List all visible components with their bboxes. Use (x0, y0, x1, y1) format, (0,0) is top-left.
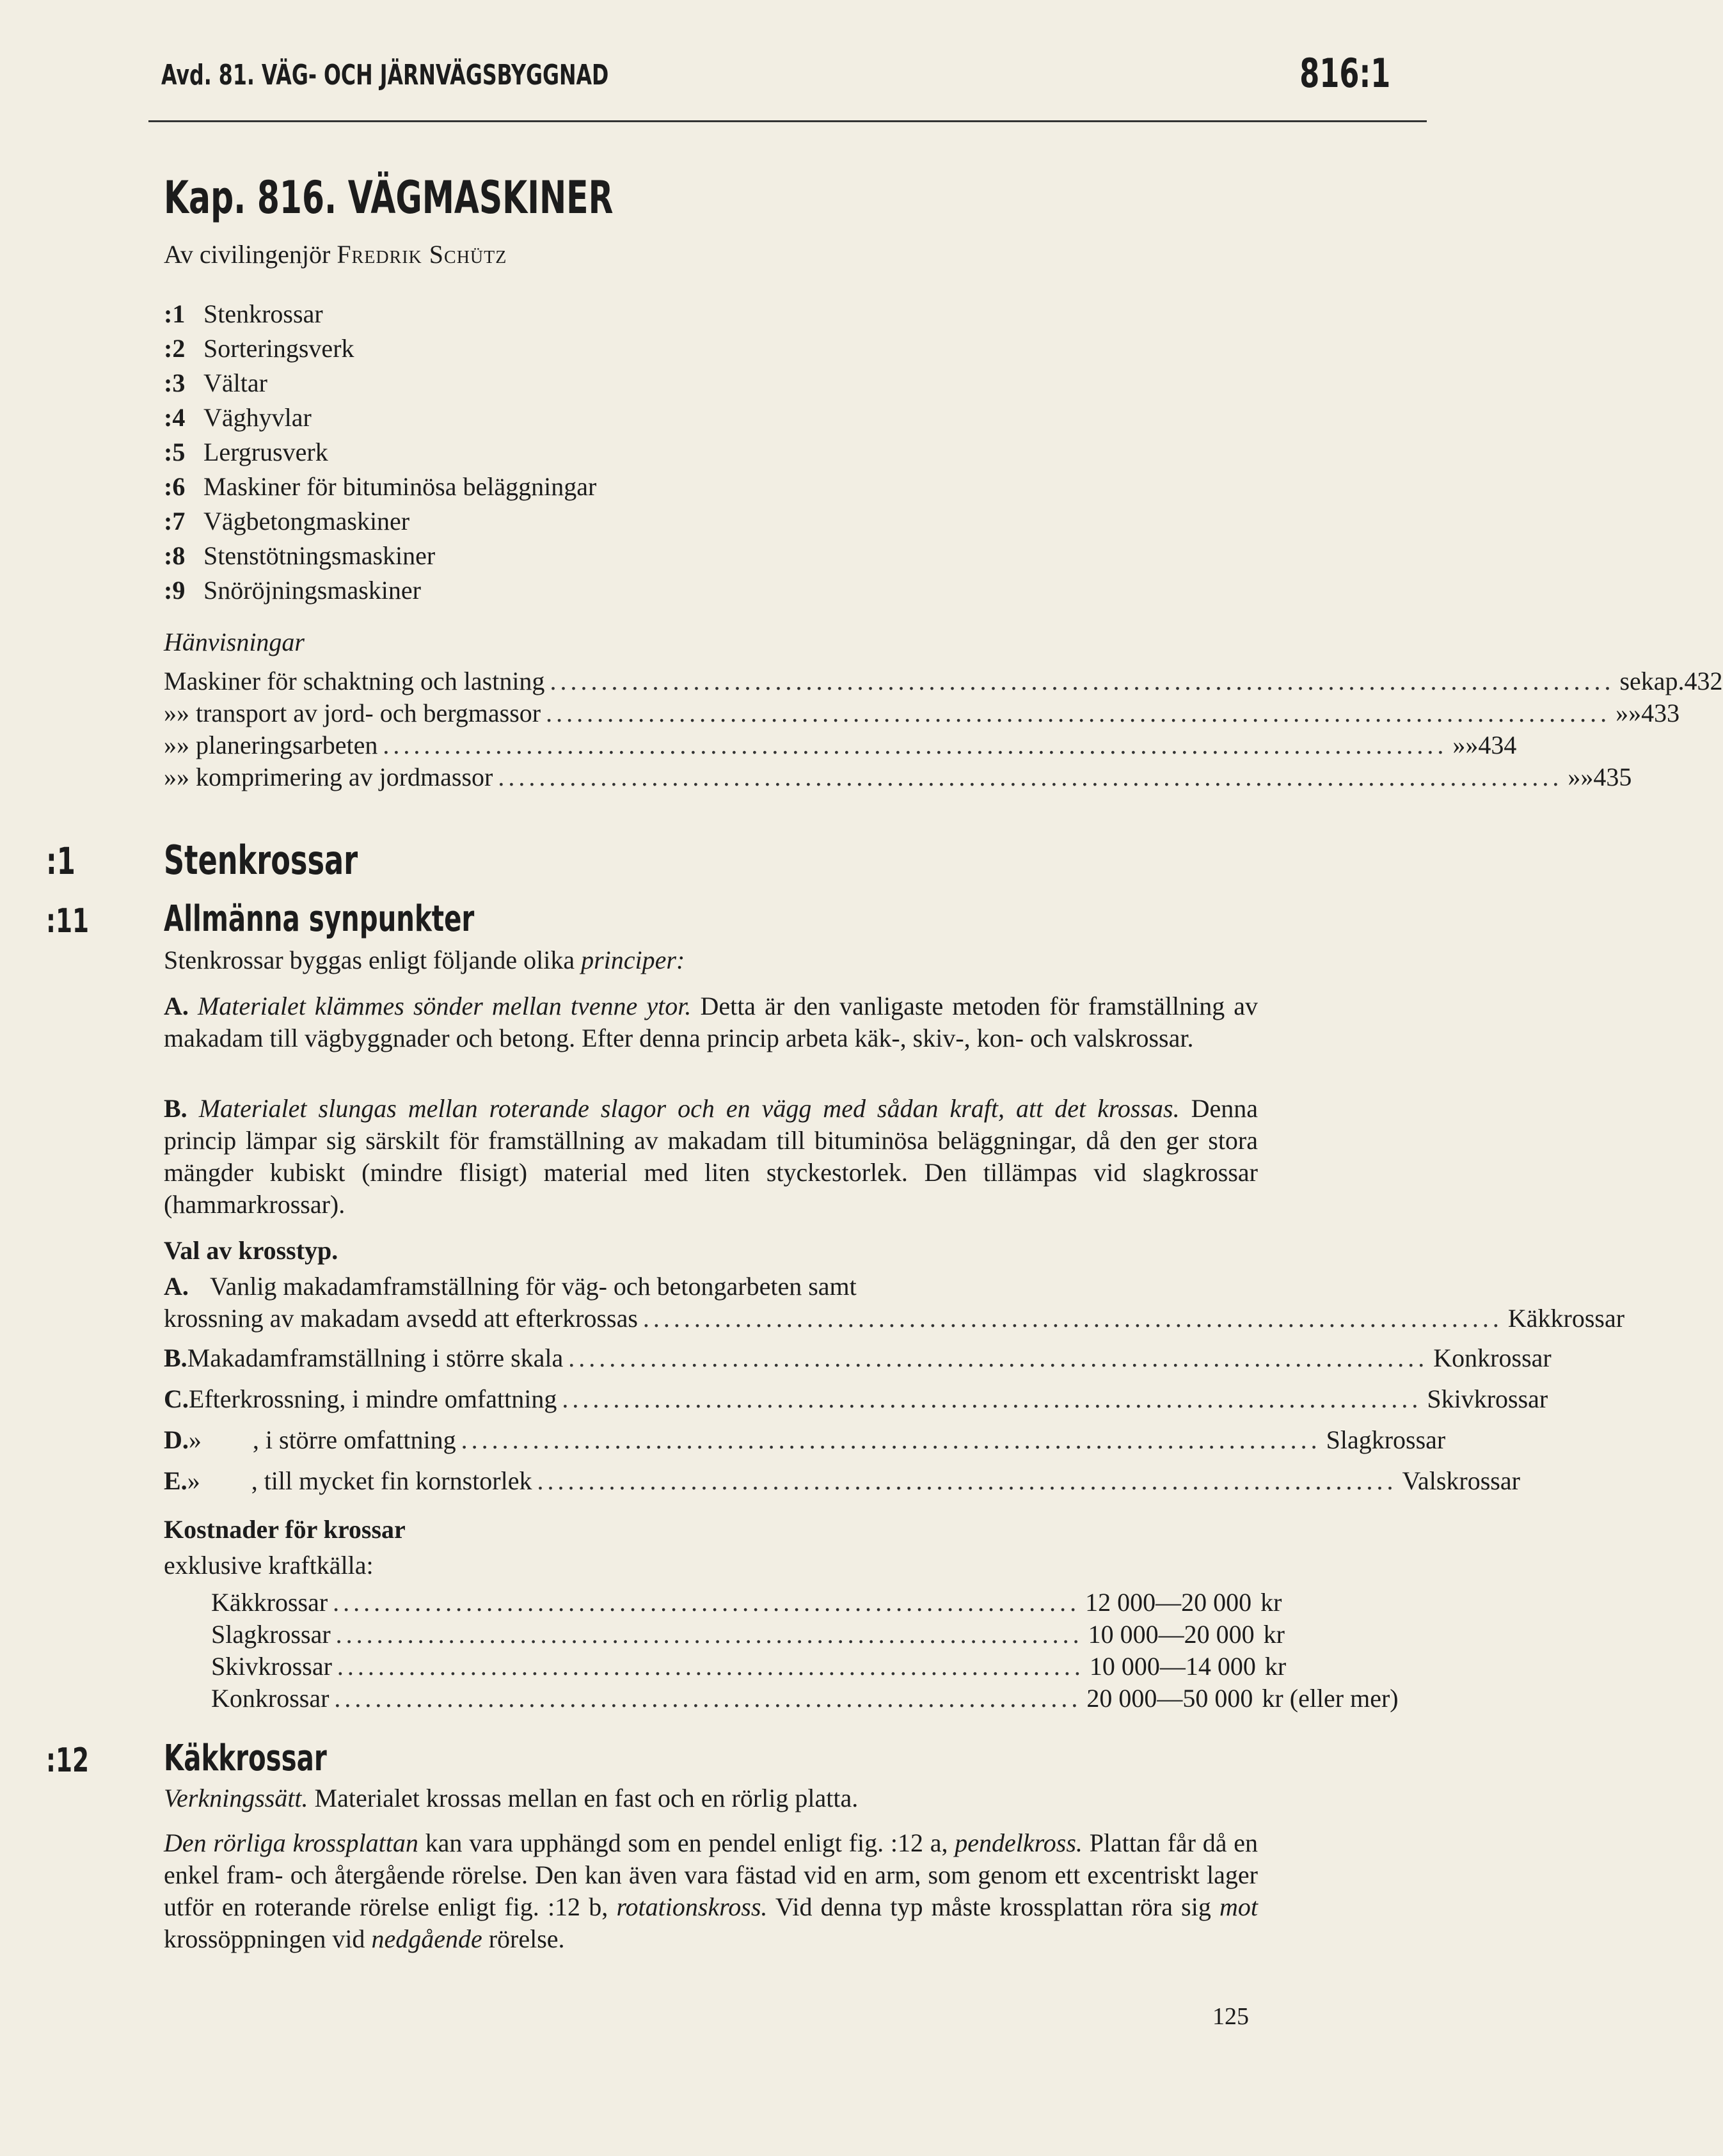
cost-row (211, 1587, 1282, 1619)
paragraph-italic: Verkningssätt. (164, 1784, 308, 1812)
cost-unit: kr (1264, 1652, 1287, 1681)
header-rule (148, 120, 1427, 122)
contents-num: :5 (164, 438, 186, 466)
reference-kap: » (1580, 763, 1594, 791)
reference-see: » (1568, 763, 1581, 791)
section-number: :1 (46, 839, 75, 883)
cost-amount: 10 000—20 000 (1088, 1620, 1255, 1649)
contents-num: :6 (164, 472, 186, 501)
cost-name: Skivkrossar (211, 1652, 332, 1681)
contents-num: :2 (164, 334, 186, 363)
reference-row (164, 697, 1680, 729)
choice-text: Makadamframställning i större skala (187, 1344, 564, 1372)
reference-row (164, 761, 1632, 793)
contents-list (164, 297, 596, 608)
choice-text: Efterkrossning, i mindre omfattning (188, 1384, 557, 1413)
choice-label: B. (164, 1344, 187, 1372)
choice-result: Slagkrossar (1326, 1425, 1446, 1454)
choice-row (164, 1424, 1446, 1465)
leader-dots: ........................................................................................................ (383, 731, 1448, 759)
contents-num: :1 (164, 299, 186, 328)
page-number: 125 (1212, 2003, 1249, 2030)
reference-row (164, 729, 1517, 761)
reference-topic: komprimering av jordmassor (196, 763, 493, 791)
section-number: :12 (46, 1741, 90, 1780)
contents-label: Lergrusverk (203, 438, 328, 466)
reference-number: 433 (1641, 699, 1680, 727)
costs-heading: Kostnader för krossar (164, 1515, 406, 1544)
contents-item (164, 331, 596, 366)
item-label: A. (164, 992, 189, 1020)
choice-text: Vanlig makadamframställning för väg- och betongarbeten samt (210, 1272, 857, 1301)
contents-num: :4 (164, 403, 186, 432)
cost-name: Käkkrossar (211, 1588, 328, 1617)
cost-amount: 20 000—50 000 (1086, 1684, 1253, 1713)
leader-dots: .................................................................................... (461, 1425, 1321, 1454)
contents-num: :7 (164, 507, 186, 535)
cost-name: Konkrossar (211, 1684, 330, 1713)
leader-dots: .................................................................................... (568, 1344, 1429, 1372)
reference-topic: planeringsarbeten (196, 731, 378, 759)
cost-unit: kr (1263, 1620, 1285, 1649)
paragraph (164, 944, 1258, 976)
contents-item (164, 400, 596, 435)
leader-dots: ......................................................................... (337, 1652, 1084, 1681)
contents-label: Vältar (203, 369, 267, 397)
choice-label: C. (164, 1384, 189, 1413)
contents-num: :9 (164, 576, 186, 605)
chapter-title: Kap. 816. VÄGMASKINER (164, 171, 614, 224)
choice-result: Konkrossar (1433, 1344, 1552, 1372)
choice-result: Käkkrossar (1507, 1304, 1625, 1333)
ditto-mark: » (164, 763, 177, 791)
choice-text: » , till mycket fin kornstorlek (187, 1466, 532, 1495)
reference-kap: kap. (1640, 667, 1685, 695)
paragraph-italic: rotationskross. (616, 1892, 768, 1921)
reference-kap: » (1465, 731, 1479, 759)
paragraph (164, 1827, 1258, 1955)
item-label: B. (164, 1094, 187, 1123)
running-header: Avd. 81. VÄG- OCH JÄRNVÄGSBYGGNAD (161, 59, 609, 91)
costs-subtitle: exklusive kraftkälla: (164, 1551, 374, 1580)
cost-unit: kr (eller mer) (1262, 1684, 1399, 1713)
choice-row (164, 1383, 1548, 1424)
author-name: Fredrik Schütz (337, 240, 507, 269)
paragraph-text: Vid denna typ måste krossplattan röra sig (775, 1892, 1211, 1921)
contents-label: Maskiner för bituminösa beläggningar (203, 472, 597, 501)
ditto-mark: » (177, 731, 189, 759)
leader-dots: .................................................................................... (537, 1466, 1397, 1495)
paragraph-text: Detta är den vanligaste metoden för framställning av makadam till vägbyggnader och betong. Efter denna princip arbeta käk-, skiv-, kon- och valskrossar. (164, 992, 1259, 1052)
choice-text: » , i större omfattning (188, 1425, 456, 1454)
contents-item (164, 297, 596, 331)
cost-row (211, 1651, 1287, 1683)
cost-row (211, 1683, 1399, 1715)
reference-kap: » (1628, 699, 1642, 727)
contents-item (164, 366, 596, 400)
contents-item (164, 504, 596, 539)
paragraph-italic: principer: (581, 946, 685, 974)
contents-label: Stenstötningsmaskiner (203, 541, 436, 570)
choice-label: D. (164, 1425, 189, 1454)
contents-num: :3 (164, 369, 186, 397)
leader-dots: ......................................................................... (334, 1684, 1082, 1713)
contents-label: Snöröjningsmaskiner (203, 576, 421, 605)
paragraph (164, 1093, 1258, 1221)
ditto-mark: » (164, 731, 177, 759)
contents-label: Vägbetongmaskiner (203, 507, 410, 535)
crusher-choice (164, 1235, 1625, 1506)
choice-row (164, 1342, 1552, 1383)
contents-item (164, 573, 596, 608)
paragraph-text: rörelse. (488, 1924, 565, 1953)
choice-result: Valskrossar (1402, 1466, 1520, 1495)
paragraph-italic: Materialet slungas mellan roterande slagor och en vägg med sådan kraft, att det krossas. (198, 1094, 1180, 1123)
cost-row (211, 1619, 1285, 1651)
paragraph (164, 990, 1258, 1054)
reference-number: 435 (1593, 763, 1632, 791)
author-prefix: Av civilingenjör (164, 240, 331, 269)
ditto-mark: » (177, 699, 189, 727)
paragraph-italic: pendelkross. (955, 1828, 1083, 1857)
section-heading: Stenkrossar (164, 837, 358, 884)
references-list (164, 665, 1723, 793)
paragraph-italic: Materialet klämmes sönder mellan tvenne ytor. (197, 992, 692, 1020)
subsection-heading: Allmänna synpunkter (164, 898, 475, 940)
contents-num: :8 (164, 541, 186, 570)
leader-dots: ......................................................................... (335, 1620, 1083, 1649)
leader-dots: .................................................................................... (642, 1304, 1503, 1333)
cost-amount: 10 000—14 000 (1089, 1652, 1256, 1681)
leader-dots: .................................................................................... (562, 1384, 1422, 1413)
choice-row (164, 1465, 1520, 1506)
leader-dots: ........................................................................................................ (498, 763, 1563, 791)
leader-dots: ........................................................................................................ (550, 667, 1615, 695)
choice-row (164, 1303, 1625, 1342)
paragraph-text: Denna princip lämpar sig särskilt för framställning av makadam till bituminösa beläggningar, då den ger stora mängder kubiskt (mindre flisigt) material med liten styckestorlek. Den tillämpas vid slagkrossar (hammarkrossar). (164, 1094, 1259, 1219)
paragraph-text: Stenkrossar byggas enligt följande olika (164, 946, 575, 974)
costs-table (211, 1587, 1399, 1715)
choice-heading: Val av krosstyp. (164, 1236, 338, 1265)
paragraph-text: Plattan får då en enkel fram- och återgående rörelse. Den kan även vara fästad vid en arm, som genom ett excentriskt lager utför en roterande rörelse enligt fig. :12 b, (164, 1828, 1259, 1921)
paragraph-italic: mot (1219, 1892, 1259, 1921)
choice-label: E. (164, 1466, 187, 1495)
choice-text: krossning av makadam avsedd att efterkrossas (164, 1304, 638, 1333)
choice-label: A. (164, 1272, 189, 1301)
contents-item (164, 435, 596, 470)
contents-item (164, 470, 596, 504)
paragraph-text: Materialet krossas mellan en fast och en rörlig platta. (314, 1784, 859, 1812)
page-code: 816:1 (1299, 50, 1390, 97)
choice-result: Skivkrossar (1427, 1384, 1548, 1413)
paragraph-text: krossöppningen vid (164, 1924, 365, 1953)
contents-label: Väghyvlar (203, 403, 312, 432)
paragraph-italic: Den rörliga krossplattan (164, 1828, 418, 1857)
reference-number: 434 (1478, 731, 1517, 759)
subsection-heading: Käkkrossar (164, 1738, 327, 1779)
author-line (164, 239, 507, 269)
cost-amount: 12 000—20 000 (1085, 1588, 1252, 1617)
paragraph-italic: nedgående (371, 1924, 482, 1953)
contents-label: Sorteringsverk (203, 334, 354, 363)
leader-dots: ........................................................................................................ (546, 699, 1611, 727)
leader-dots: ......................................................................... (333, 1588, 1081, 1617)
references-heading: Hänvisningar (164, 628, 305, 656)
reference-topic: transport av jord- och bergmassor (196, 699, 541, 727)
ditto-mark: » (164, 699, 177, 727)
cost-unit: kr (1260, 1588, 1282, 1617)
choice-row (164, 1271, 1258, 1303)
reference-see: se (1619, 667, 1641, 695)
reference-see: » (1616, 699, 1629, 727)
contents-item (164, 539, 596, 573)
reference-number: 432 (1684, 667, 1723, 695)
cost-name: Slagkrossar (211, 1620, 331, 1649)
paragraph (164, 1782, 1258, 1814)
section-number: :11 (46, 902, 90, 940)
contents-label: Stenkrossar (203, 299, 323, 328)
ditto-mark: » (177, 763, 189, 791)
reference-source: Maskiner för (164, 667, 297, 695)
reference-see: » (1452, 731, 1466, 759)
reference-topic: schaktning och lastning (303, 667, 545, 695)
paragraph-text: kan vara upphängd som en pendel enligt fig. :12 a, (425, 1828, 948, 1857)
reference-row (164, 665, 1723, 697)
